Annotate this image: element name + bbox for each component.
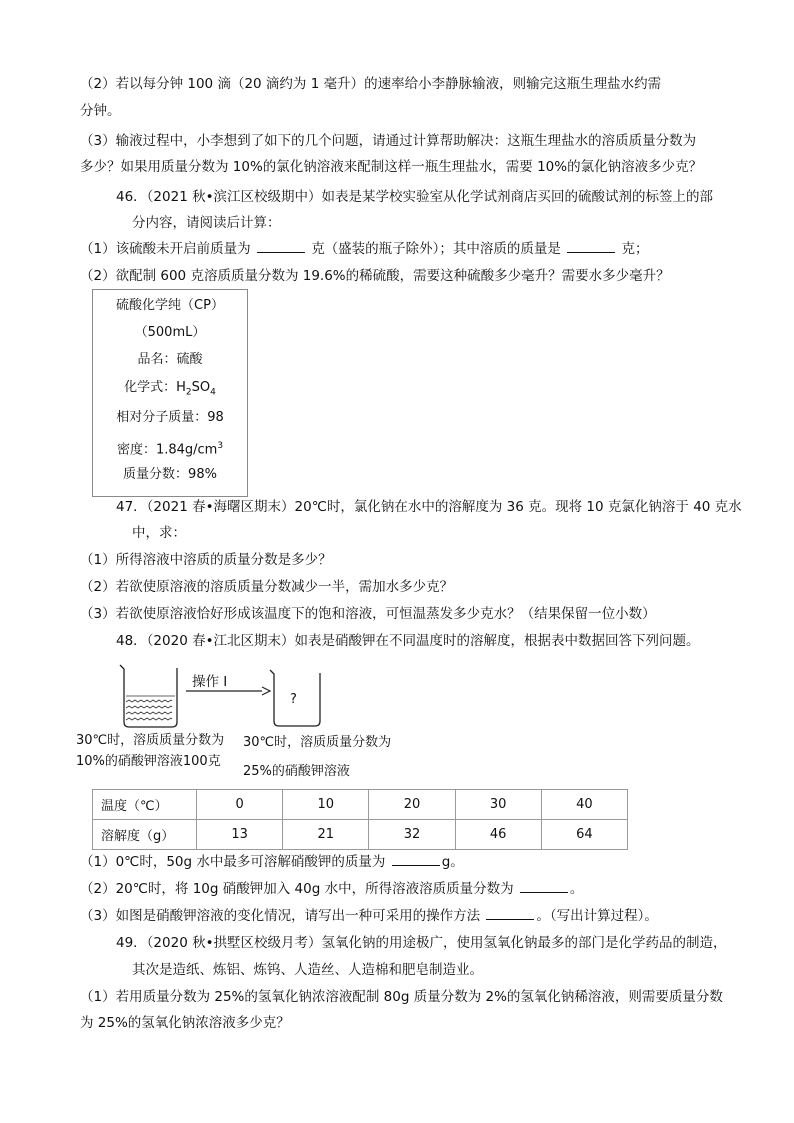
label-density — [93, 436, 247, 460]
table-row — [93, 820, 628, 850]
solubility-cell: 13 — [197, 820, 283, 850]
q48-part2-text-a: （2）20℃时，将 10g 硝酸钾加入 40g 水中，所得溶液溶质质量分数为 — [80, 881, 514, 897]
q46-part1-text-a: （1）该硫酸未开启前质量为 — [80, 241, 251, 257]
q46-part1-text-c: 克； — [621, 241, 649, 257]
label-formula — [93, 378, 247, 403]
formula-sub1: 2 — [185, 387, 192, 398]
q48-part3-text-a: （3）如图是硝酸钾溶液的变化情况，请写出一种可采用的操作方法 — [80, 908, 481, 924]
q48-part3 — [80, 906, 658, 926]
q49-part1-cont: 为 25%的氢氧化钠浓溶液多少克？ — [80, 1015, 290, 1031]
q47-stem-cont: 中，求： — [132, 525, 186, 541]
q47-part3: （3）若欲使原溶液恰好形成该温度下的饱和溶液，可恒温蒸发多少克水？（结果保留一位小数） — [80, 606, 656, 622]
table-row — [93, 790, 628, 820]
q45-part2-cont: 分钟。 — [80, 103, 121, 119]
label-mass-fraction: 质量分数：98% — [123, 467, 217, 482]
q46-stem: 46．（2021 秋•滨江区校级期中）如表是某学校实验室从化学试剂商店买回的硫酸试剂的标签上的部 — [116, 189, 714, 205]
formula-mid: SO — [191, 380, 211, 395]
q48-stem: 48．（2020 春•江北区期末）如表是硝酸钾在不同温度时的溶解度，根据表中数据回答下列问题。 — [116, 633, 700, 649]
unknown-mark: ? — [290, 692, 297, 707]
q48-part2-text-b: 。 — [569, 881, 584, 897]
temp-cell: 40 — [541, 790, 627, 820]
answer-blank — [486, 906, 534, 920]
label-molecular-weight: 相对分子质量：98 — [116, 410, 224, 425]
q48-part1-text-a: （1）0℃时，50g 水中最多可溶解硝酸钾的质量为 — [80, 854, 386, 870]
q46-part2: （2）欲配制 600 克溶质质量分数为 19.6%的稀硫酸，需要这种硫酸多少毫升？需要水多少毫升？ — [80, 268, 670, 284]
label-volume: （500mL） — [134, 325, 206, 340]
q47-stem: 47．（2021 春•海曙区期末）20℃时，氯化钠在水中的溶解度为 36 克。现将 10 克氯化钠溶于 40 克水 — [116, 499, 742, 515]
q48-part1 — [80, 852, 464, 872]
q48-part3-text-b: 。（写出计算过程）。 — [536, 908, 658, 924]
answer-blank — [392, 852, 440, 866]
q45-part3-cont: 多少？如果用质量分数为 10%的氯化钠溶液来配制这样一瓶生理盐水，需要 10%的氯化钠溶液多少克？ — [80, 159, 703, 175]
q47-part2: （2）若欲使原溶液的溶质质量分数减少一半，需加水多少克？ — [80, 579, 454, 595]
solubility-header: 溶解度（g） — [93, 820, 197, 850]
temp-header: 温度（℃） — [93, 790, 197, 820]
answer-blank — [567, 239, 615, 253]
q49-stem-cont: 其次是造纸、炼铝、炼钨、人造丝、人造棉和肥皂制造业。 — [132, 962, 483, 978]
operation-label: 操作 I — [192, 674, 228, 690]
label-title: 硫酸化学纯（CP） — [116, 298, 224, 313]
formula-sub2: 4 — [210, 387, 216, 398]
right-caption-line2: 25%的硝酸钾溶液 — [243, 764, 350, 779]
density-sup: 3 — [217, 441, 224, 451]
left-caption-line1: 30℃时，溶质质量分数为 — [76, 733, 225, 748]
right-caption-line1: 30℃时，溶质质量分数为 — [243, 735, 392, 750]
temp-cell: 20 — [369, 790, 455, 820]
solubility-cell: 46 — [455, 820, 541, 850]
q45-part2: （2）若以每分钟 100 滴（20 滴约为 1 毫升）的速率给小李静脉输液，则输完这瓶生理盐水约需 — [80, 76, 662, 92]
q48-part2 — [80, 879, 583, 899]
q45-part3: （3）输液过程中，小李想到了如下的几个问题，请通过计算帮助解决：这瓶生理盐水的溶质质量分数为 — [80, 133, 697, 149]
q46-stem-cont: 分内容，请阅读后计算： — [132, 215, 281, 231]
reagent-label-box — [92, 289, 248, 497]
temp-cell: 0 — [197, 790, 283, 820]
solubility-cell: 21 — [283, 820, 369, 850]
solubility-cell: 64 — [541, 820, 627, 850]
answer-blank — [257, 239, 305, 253]
solubility-cell: 32 — [369, 820, 455, 850]
beaker-diagram — [110, 660, 350, 732]
q48-part1-text-b: g。 — [441, 854, 464, 870]
q49-part1: （1）若用质量分数为 25%的氢氧化钠浓溶液配制 80g 质量分数为 2%的氢氧化钠稀溶液，则需要质量分数 — [80, 989, 723, 1005]
q49-stem: 49．（2020 秋•拱墅区校级月考）氢氧化钠的用途极广，使用氢氧化钠最多的部门是化学药品的制造， — [116, 935, 727, 951]
formula-prefix: 化学式：H — [124, 380, 186, 395]
q47-part1: （1）所得溶液中溶质的质量分数是多少？ — [80, 552, 332, 568]
liquid-hatch — [126, 696, 175, 720]
left-caption-line2: 10%的硝酸钾溶液100克 — [76, 754, 221, 769]
answer-blank — [520, 879, 568, 893]
q46-part1-text-b: 克（盛装的瓶子除外）；其中溶质的质量是 — [311, 241, 561, 257]
density-prefix: 密度：1.84g/cm — [116, 442, 218, 458]
q46-part1 — [80, 239, 649, 259]
label-name: 品名：硫酸 — [137, 352, 203, 367]
temp-cell: 10 — [283, 790, 369, 820]
left-beaker — [120, 665, 177, 727]
temp-cell: 30 — [455, 790, 541, 820]
solubility-table — [92, 789, 628, 850]
